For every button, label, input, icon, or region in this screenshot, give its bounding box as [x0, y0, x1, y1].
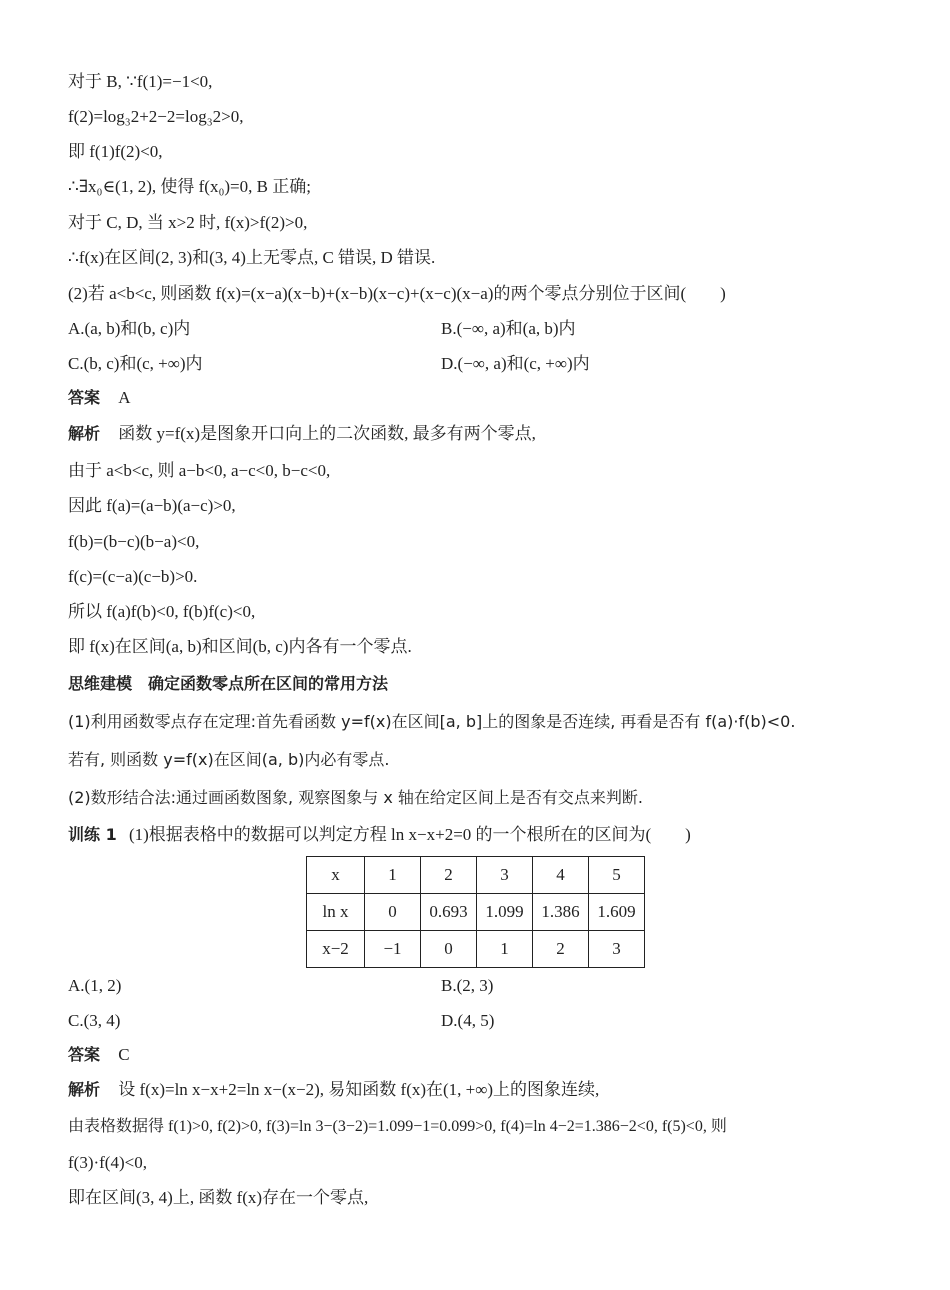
analysis-1-line-5: f(c)=(c−a)(c−b)>0. [68, 567, 198, 586]
ex-option-c: C.(3, 4) [68, 1011, 121, 1030]
solution-line-3: 即 f(1)f(2)<0, [68, 142, 163, 161]
answer-label: 答案 [68, 388, 101, 407]
ex-option-b: B.(2, 3) [441, 976, 494, 995]
analysis-2-line-1: 解析 设 f(x)=ln x−x+2=ln x−(x−2), 易知函数 f(x)在(1, +∞)上的图象连续, [68, 1080, 600, 1099]
q2-option-b: B.(−∞, a)和(a, b)内 [441, 319, 576, 338]
ex-option-d: D.(4, 5) [441, 1011, 495, 1030]
data-table [306, 856, 645, 968]
solution-line-6: ∴f(x)在区间(2, 3)和(3, 4)上无零点, C 错误, D 错误. [68, 248, 436, 267]
analysis-label: 解析 [68, 424, 101, 443]
table-row: x−2 −1 0 1 2 3 [307, 931, 645, 968]
analysis-1-line-4: f(b)=(b−c)(b−a)<0, [68, 532, 200, 551]
analysis-2-line-4: 即在区间(3, 4)上, 函数 f(x)存在一个零点, [68, 1188, 369, 1207]
method-para-1b: 若有, 则函数 y=f(x)在区间(a, b)内必有零点. [68, 750, 390, 769]
analysis-1-line-7: 即 f(x)在区间(a, b)和区间(b, c)内各有一个零点. [68, 637, 412, 656]
q2-option-d: D.(−∞, a)和(c, +∞)内 [441, 354, 590, 373]
analysis-1-line-6: 所以 f(a)f(b)<0, f(b)f(c)<0, [68, 602, 256, 621]
analysis-2-line-2: 由表格数据得 f(1)>0, f(2)>0, f(3)=ln 3−(3−2)=1.099−1=0.099>0, f(4)=ln 4−2=1.386−2<0, f(5)<0, 则 [68, 1118, 727, 1135]
analysis-1-line-3: 因此 f(a)=(a−b)(a−c)>0, [68, 496, 236, 515]
exercise-stem: 训练 1 (1)根据表格中的数据可以判定方程 ln x−x+2=0 的一个根所在的区间为( ) [68, 825, 691, 844]
answer-1 [68, 386, 131, 410]
answer-value: A [118, 388, 131, 407]
method-title: 思维建模 确定函数零点所在区间的常用方法 [68, 674, 389, 693]
exercise-label: 训练 1 [68, 825, 117, 844]
solution-line-4: ∴∃x₀∈(1, 2), 使得 f(x₀)=0, B 正确; [68, 177, 311, 196]
analysis-2-line-3: f(3)·f(4)<0, [68, 1153, 147, 1172]
analysis-1-line-1: 解析 函数 y=f(x)是图象开口向上的二次函数, 最多有两个零点, [68, 424, 536, 443]
solution-line-2: f(2)=log₃2+2−2=log₃2>0, [68, 107, 244, 126]
analysis-label: 解析 [68, 1080, 101, 1099]
answer-value: C [118, 1045, 130, 1064]
method-para-2: (2)数形结合法:通过画函数图象, 观察图象与 x 轴在给定区间上是否有交点来判断. [68, 788, 643, 807]
answer-label: 答案 [68, 1045, 101, 1064]
analysis-1-line-2: 由于 a<b<c, 则 a−b<0, a−c<0, b−c<0, [68, 461, 331, 480]
table-row: x 1 2 3 4 5 [307, 857, 645, 894]
method-para-1a: (1)利用函数零点存在定理:首先看函数 y=f(x)在区间[a, b]上的图象是否连续, 再看是否有 f(a)·f(b)<0. [68, 712, 796, 731]
solution-line-1: 对于 B, ∵f(1)=−1<0, [68, 72, 213, 91]
solution-line-5: 对于 C, D, 当 x>2 时, f(x)>f(2)>0, [68, 213, 308, 232]
q2-option-c: C.(b, c)和(c, +∞)内 [68, 354, 203, 373]
table-row: ln x 0 0.693 1.099 1.386 1.609 [307, 894, 645, 931]
question-2-stem: (2)若 a<b<c, 则函数 f(x)=(x−a)(x−b)+(x−b)(x−c)+(x−c)(x−a)的两个零点分别位于区间( ) [68, 284, 726, 303]
answer-2 [68, 1043, 130, 1067]
ex-option-a: A.(1, 2) [68, 976, 122, 995]
q2-option-a: A.(a, b)和(b, c)内 [68, 319, 191, 338]
